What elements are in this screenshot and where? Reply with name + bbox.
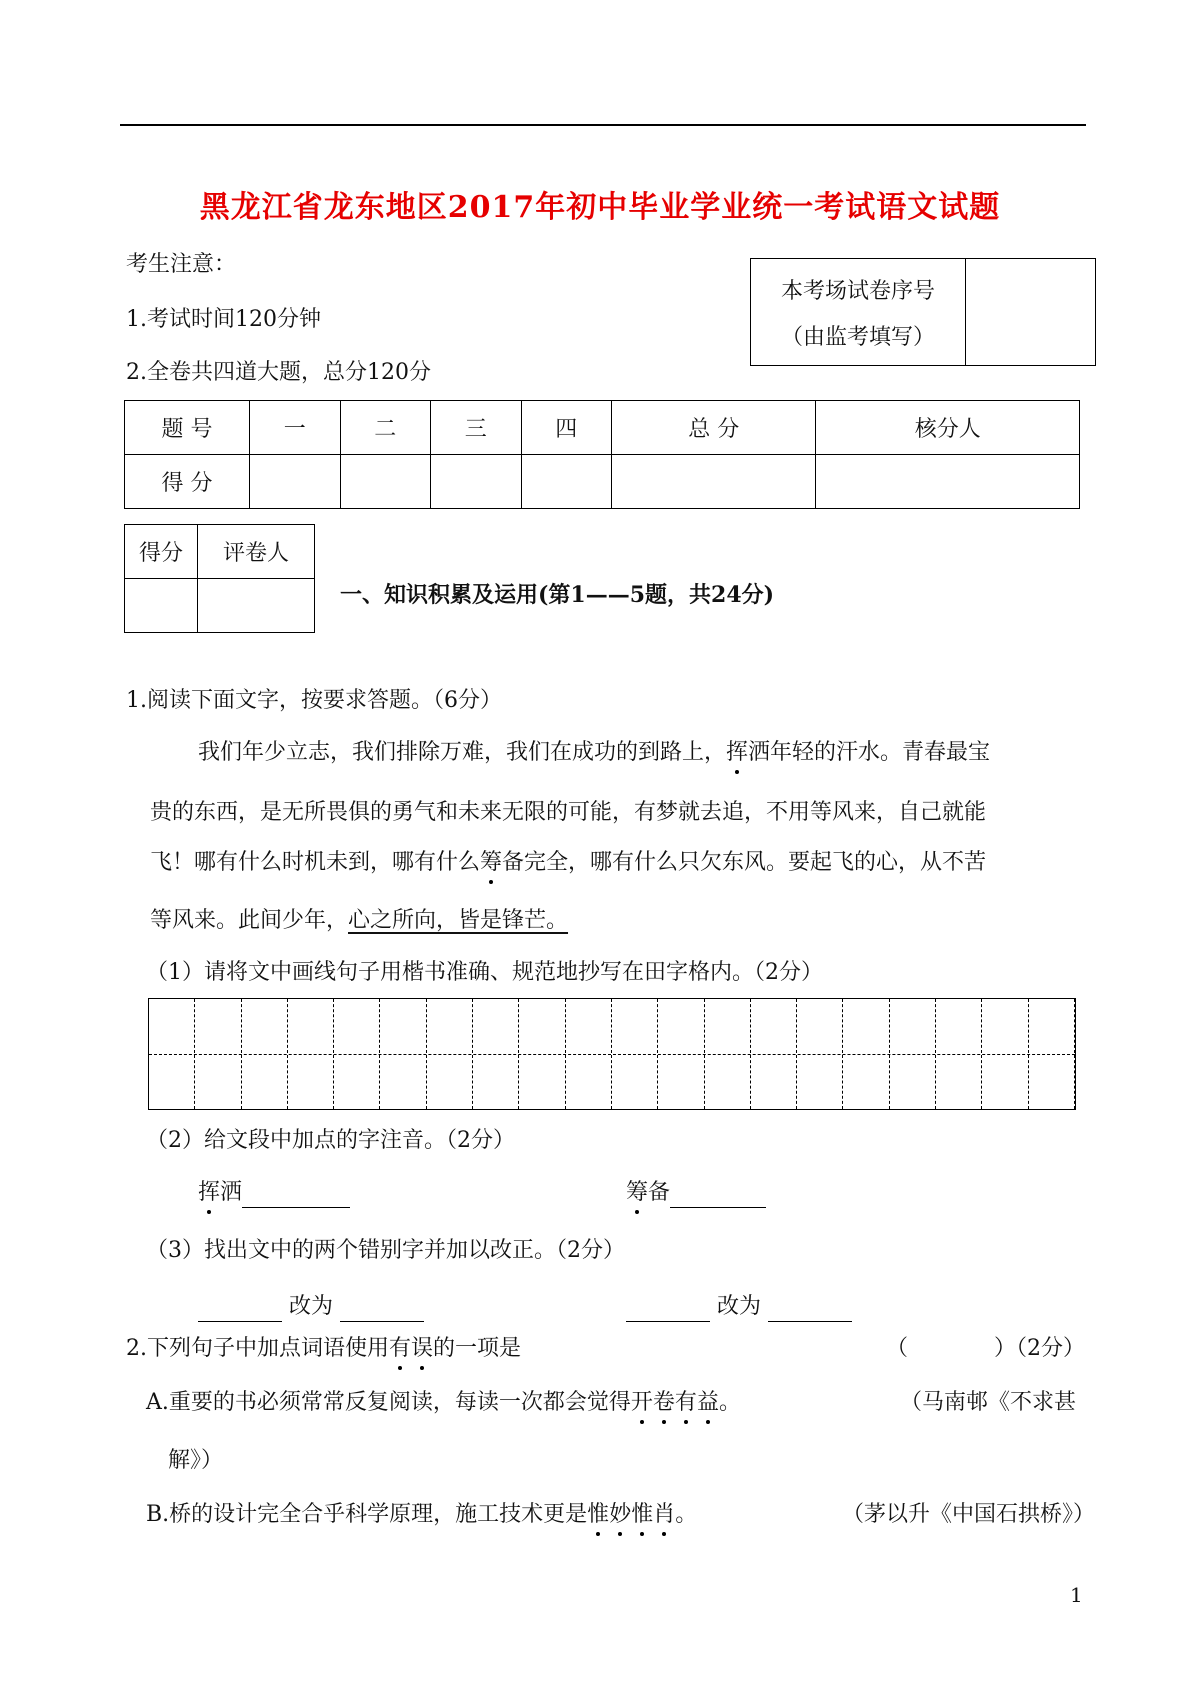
correct-char-blank[interactable] — [340, 1299, 424, 1322]
dotted-char: 有 — [675, 1388, 697, 1418]
grader-name-cell[interactable] — [198, 579, 315, 633]
correction-item-1 — [198, 1292, 424, 1322]
pinyin-blank[interactable] — [670, 1185, 766, 1208]
serial-number-box — [750, 258, 1096, 366]
option-a-source: （马南邨《不求甚 — [900, 1390, 1077, 1415]
page-number: 1 — [1070, 1583, 1083, 1607]
pinyin-item-2 — [626, 1178, 766, 1208]
serial-number-cell[interactable] — [966, 259, 1096, 366]
dotted-char: 挥 — [726, 738, 748, 768]
q1-text: 洒 — [220, 1180, 243, 1205]
header-rule — [120, 124, 1086, 126]
grid-midline — [149, 1054, 1075, 1055]
score-table-header-row — [125, 401, 1080, 455]
header-cell: 四 — [521, 401, 612, 455]
score-cell[interactable] — [431, 455, 522, 509]
score-table — [124, 400, 1080, 509]
dotted-char: 惟 — [631, 1500, 653, 1530]
pinyin-blank[interactable] — [242, 1185, 350, 1208]
q1-paragraph-line2: 贵的东西，是无所畏俱的勇气和未来无限的可能，有梦就去追，不用等风来，自己就能 — [150, 800, 987, 825]
dotted-char: 肖 — [653, 1500, 675, 1530]
option-text: 。 — [675, 1502, 698, 1527]
grader-score-label: 得分 — [125, 525, 198, 579]
option-text: 。 — [718, 1390, 741, 1415]
change-to-label: 改为 — [717, 1294, 762, 1319]
grader-box — [124, 524, 315, 633]
option-a-source-cont: 解》） — [168, 1448, 224, 1473]
change-to-label: 改为 — [289, 1294, 334, 1319]
correct-char-blank[interactable] — [768, 1299, 852, 1322]
option-text: B.桥的设计完全合乎科学原理，施工技术更是 — [146, 1502, 588, 1527]
q2-answer-bracket[interactable] — [886, 1334, 1085, 1364]
score-table-score-row — [125, 455, 1080, 509]
q1-sub2: （2）给文段中加点的字注音。（2分） — [146, 1128, 515, 1153]
q1-text: 等风来。此间少年， — [150, 908, 349, 933]
notice-heading: 考生注意： — [126, 252, 237, 277]
score-cell[interactable] — [521, 455, 612, 509]
notice-item-1: 1.考试时间120分钟 — [126, 307, 321, 332]
q1-sub1: （1）请将文中画线句子用楷书准确、规范地抄写在田字格内。（2分） — [146, 960, 823, 985]
header-cell: 核分人 — [816, 401, 1080, 455]
dotted-char: 筹 — [480, 848, 502, 878]
q1-paragraph-line4 — [150, 906, 568, 936]
option-b — [146, 1500, 697, 1530]
header-cell: 总 分 — [612, 401, 816, 455]
bracket-open: （ — [886, 1336, 909, 1361]
header-cell: 题 号 — [125, 401, 250, 455]
q1-sub3: （3）找出文中的两个错别字并加以改正。（2分） — [146, 1238, 625, 1263]
serial-label — [751, 259, 966, 366]
q1-text: 备完全，哪有什么只欠东风。要起飞的心，从不苦 — [502, 850, 987, 875]
tianzige-grid[interactable] — [148, 998, 1076, 1110]
dotted-char: 有 — [389, 1334, 411, 1364]
q1-paragraph-line3 — [150, 848, 986, 878]
q2-text: 的一项是 — [433, 1336, 522, 1361]
exam-title: 黑龙江省龙东地区2017年初中毕业学业统一考试语文试题 — [199, 190, 1001, 225]
dotted-char: 卷 — [653, 1388, 675, 1418]
score-cell[interactable] — [816, 455, 1080, 509]
header-cell: 一 — [250, 401, 341, 455]
score-cell[interactable] — [250, 455, 341, 509]
q1-text: 备 — [648, 1180, 671, 1205]
dotted-char: 妙 — [609, 1500, 631, 1530]
header-cell: 三 — [431, 401, 522, 455]
q1-paragraph-line1 — [198, 738, 990, 768]
section-heading: 一、知识积累及运用(第1——5题，共24分) — [340, 582, 775, 608]
header-cell: 二 — [340, 401, 431, 455]
serial-label-line1: 本考场试卷序号 — [780, 279, 935, 304]
wrong-char-blank[interactable] — [198, 1299, 282, 1322]
score-cell[interactable] — [340, 455, 431, 509]
correction-item-2 — [626, 1292, 852, 1322]
dotted-char: 开 — [631, 1388, 653, 1418]
dotted-char: 益 — [697, 1388, 719, 1418]
dotted-char: 筹 — [626, 1178, 648, 1208]
serial-label-line2: （由监考填写） — [780, 325, 935, 350]
option-a — [146, 1388, 741, 1418]
score-row-label: 得 分 — [125, 455, 250, 509]
underlined-sentence: 心之所向，皆是锋芒。 — [348, 908, 569, 933]
dotted-char: 惟 — [587, 1500, 609, 1530]
grader-score-cell[interactable] — [125, 579, 198, 633]
wrong-char-blank[interactable] — [626, 1299, 710, 1322]
pinyin-item-1 — [198, 1178, 350, 1208]
q2-text: 2.下列句子中加点词语使用 — [126, 1336, 389, 1361]
grader-name-label: 评卷人 — [198, 525, 315, 579]
dotted-char: 误 — [411, 1334, 433, 1364]
q1-text: 洒年轻的汗水。青春最宝 — [748, 740, 991, 765]
option-b-source: （茅以升《中国石拱桥》） — [842, 1502, 1096, 1527]
option-text: A.重要的书必须常常反复阅读，每读一次都会觉得 — [146, 1390, 631, 1415]
notice-item-2: 2.全卷共四道大题，总分120分 — [126, 360, 431, 385]
dotted-char: 挥 — [198, 1178, 220, 1208]
q1-text: 我们年少立志，我们排除万难，我们在成功的到路上， — [198, 740, 727, 765]
q2-stem — [126, 1334, 521, 1364]
q1-stem: 1.阅读下面文字，按要求答题。（6分） — [126, 688, 502, 713]
bracket-close: ）（2分） — [994, 1336, 1086, 1361]
q1-text: 飞！哪有什么时机未到，哪有什么 — [150, 850, 481, 875]
score-cell[interactable] — [612, 455, 816, 509]
